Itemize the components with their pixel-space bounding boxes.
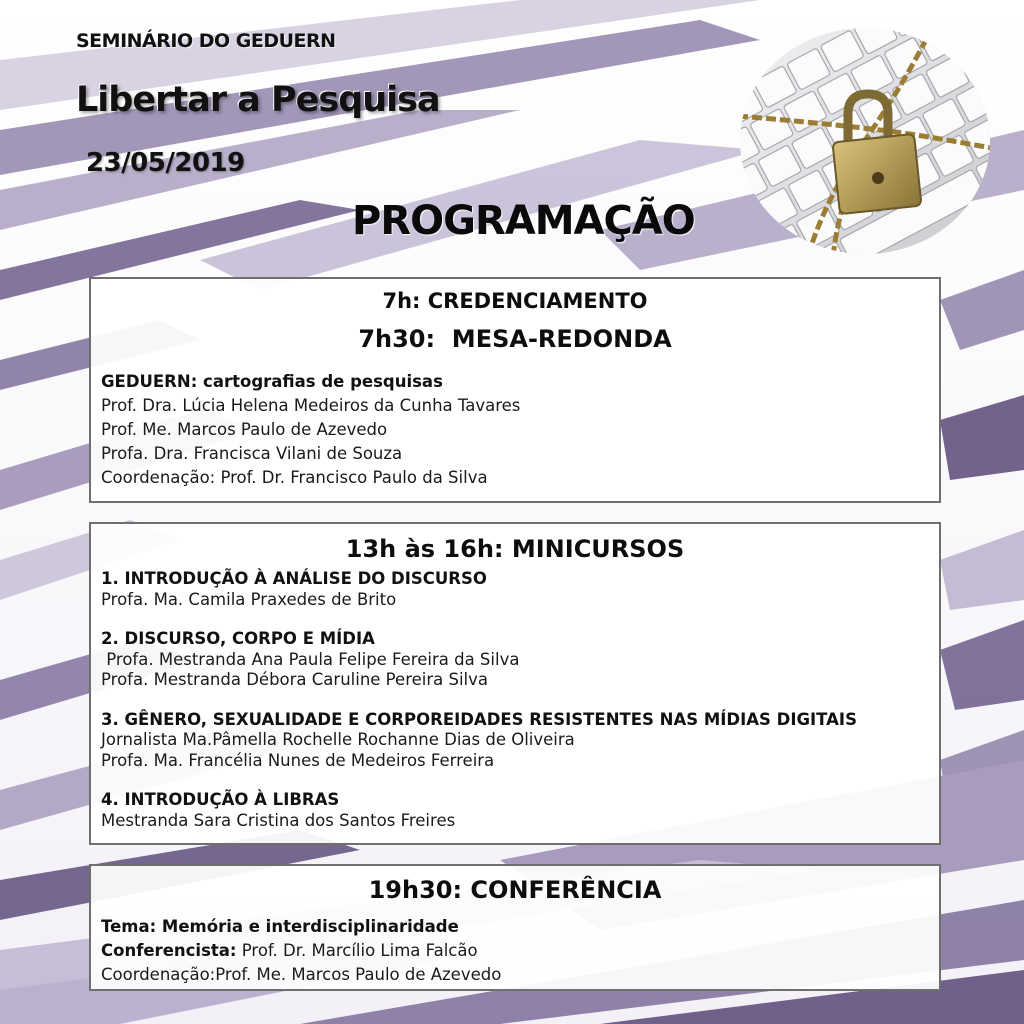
participant: Profa. Dra. Francisca Vilani de Souza <box>101 444 403 463</box>
minicursos-heading: 13h às 16h: MINICURSOS <box>345 535 685 563</box>
conferencia-coordination: Coordenação:Prof. Me. Marcos Paulo de Azevedo <box>101 965 502 984</box>
conferencia-heading: 19h30: CONFERÊNCIA <box>368 876 662 904</box>
participant: Prof. Dra. Lúcia Helena Medeiros da Cunha Tavares <box>101 396 521 415</box>
conferencista-name: Prof. Dr. Marcílio Lima Falcão <box>236 941 478 960</box>
minicurso-item <box>101 629 939 691</box>
morning-section <box>89 277 941 503</box>
minicurso-instructor: Mestranda Sara Cristina dos Santos Freires <box>101 810 456 830</box>
conferencia-section <box>89 864 941 991</box>
minicurso-title: 4. INTRODUÇÃO À LIBRAS <box>101 790 340 809</box>
minicurso-title: 2. DISCURSO, CORPO E MÍDIA <box>101 629 375 648</box>
locked-keyboard-image <box>738 26 992 256</box>
mesa-redonda-heading: 7h30: MESA-REDONDA <box>358 325 672 353</box>
minicurso-instructor: Profa. Mestranda Débora Caruline Pereira Silva <box>101 670 489 689</box>
conferencista-label: Conferencista: <box>101 941 237 960</box>
minicurso-title: 1. INTRODUÇÃO À ANÁLISE DO DISCURSO <box>101 569 487 588</box>
participant: Prof. Me. Marcos Paulo de Azevedo <box>101 420 388 439</box>
minicurso-instructor: Profa. Ma. Camila Praxedes de Brito <box>101 589 397 609</box>
conferencista-line <box>101 939 939 963</box>
conferencia-theme: Tema: Memória e interdisciplinaridade <box>101 917 459 936</box>
minicurso-item <box>101 710 939 772</box>
minicurso-instructor: Jornalista Ma.Pâmella Rochelle Rochanne Dias de Oliveira <box>101 730 575 749</box>
minicurso-item <box>101 790 939 831</box>
coordination: Coordenação: Prof. Dr. Francisco Paulo da Silva <box>101 468 488 487</box>
minicurso-item <box>101 569 939 610</box>
event-title: Libertar a Pesquisa <box>76 80 440 120</box>
event-date: 23/05/2019 <box>86 148 245 178</box>
minicurso-instructor: Profa. Ma. Francélia Nunes de Medeiros Ferreira <box>101 750 495 770</box>
mesa-theme: GEDUERN: cartografias de pesquisas <box>101 372 443 391</box>
program-heading: PROGRAMAÇÃO <box>352 198 695 244</box>
minicurso-title: 3. GÊNERO, SEXUALIDADE E CORPOREIDADES RESISTENTES NAS MÍDIAS DIGITAIS <box>101 709 857 729</box>
event-name: SEMINÁRIO DO GEDUERN <box>76 30 336 52</box>
credenciamento-heading: 7h: CREDENCIAMENTO <box>382 289 648 313</box>
minicursos-section <box>89 522 941 845</box>
minicurso-instructor: Profa. Mestranda Ana Paula Felipe Fereira da Silva <box>101 649 520 669</box>
